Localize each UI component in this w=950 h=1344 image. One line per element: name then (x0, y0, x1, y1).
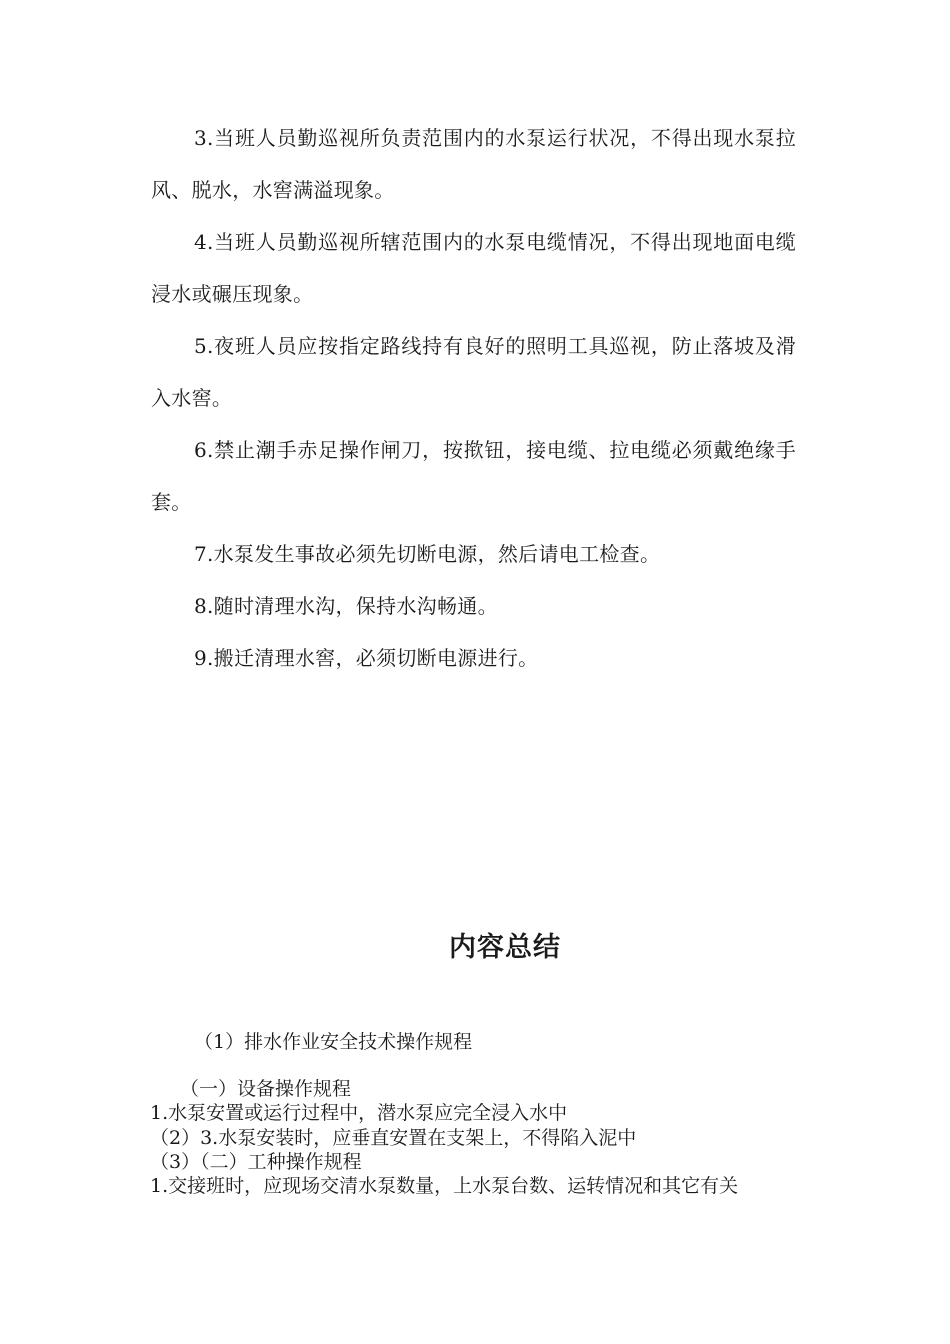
summary-line: （1）排水作业安全技术操作规程 (194, 1031, 473, 1053)
rule-paragraph-3: 3.当班人员勤巡视所负责范围内的水泵运行状况，不得出现水泵拉风、脱水，水窖满溢现象。 (151, 126, 796, 202)
summary-line: 1.交接班时，应现场交清水泵数量，上水泵台数、运转情况和其它有关 (150, 1175, 739, 1197)
rule-paragraph-4: 4.当班人员勤巡视所辖范围内的水泵电缆情况，不得出现地面电缆浸水或碾压现象。 (151, 230, 796, 306)
summary-line: （一）设备操作规程 (180, 1078, 352, 1100)
rule-paragraph-6: 6.禁止潮手赤足操作闸刀，按揿钮，接电缆、拉电缆必须戴绝缘手套。 (151, 438, 796, 514)
summary-line: （2）3.水泵安装时，应垂直安置在支架上，不得陷入泥中 (150, 1127, 637, 1149)
rule-paragraph-7: 7.水泵发生事故必须先切断电源，然后请电工检查。 (194, 542, 661, 566)
rule-paragraph-8: 8.随时清理水沟，保持水沟畅通。 (194, 594, 498, 618)
summary-line: 1.水泵安置或运行过程中，潜水泵应完全浸入水中 (150, 1102, 568, 1124)
rule-paragraph-9: 9.搬迁清理水窖，必须切断电源进行。 (194, 646, 539, 670)
summary-heading: 内容总结 (449, 932, 561, 963)
rule-paragraph-5: 5.夜班人员应按指定路线持有良好的照明工具巡视，防止落坡及滑入水窖。 (151, 334, 796, 410)
summary-line: （3）（二）工种操作规程 (150, 1151, 362, 1173)
